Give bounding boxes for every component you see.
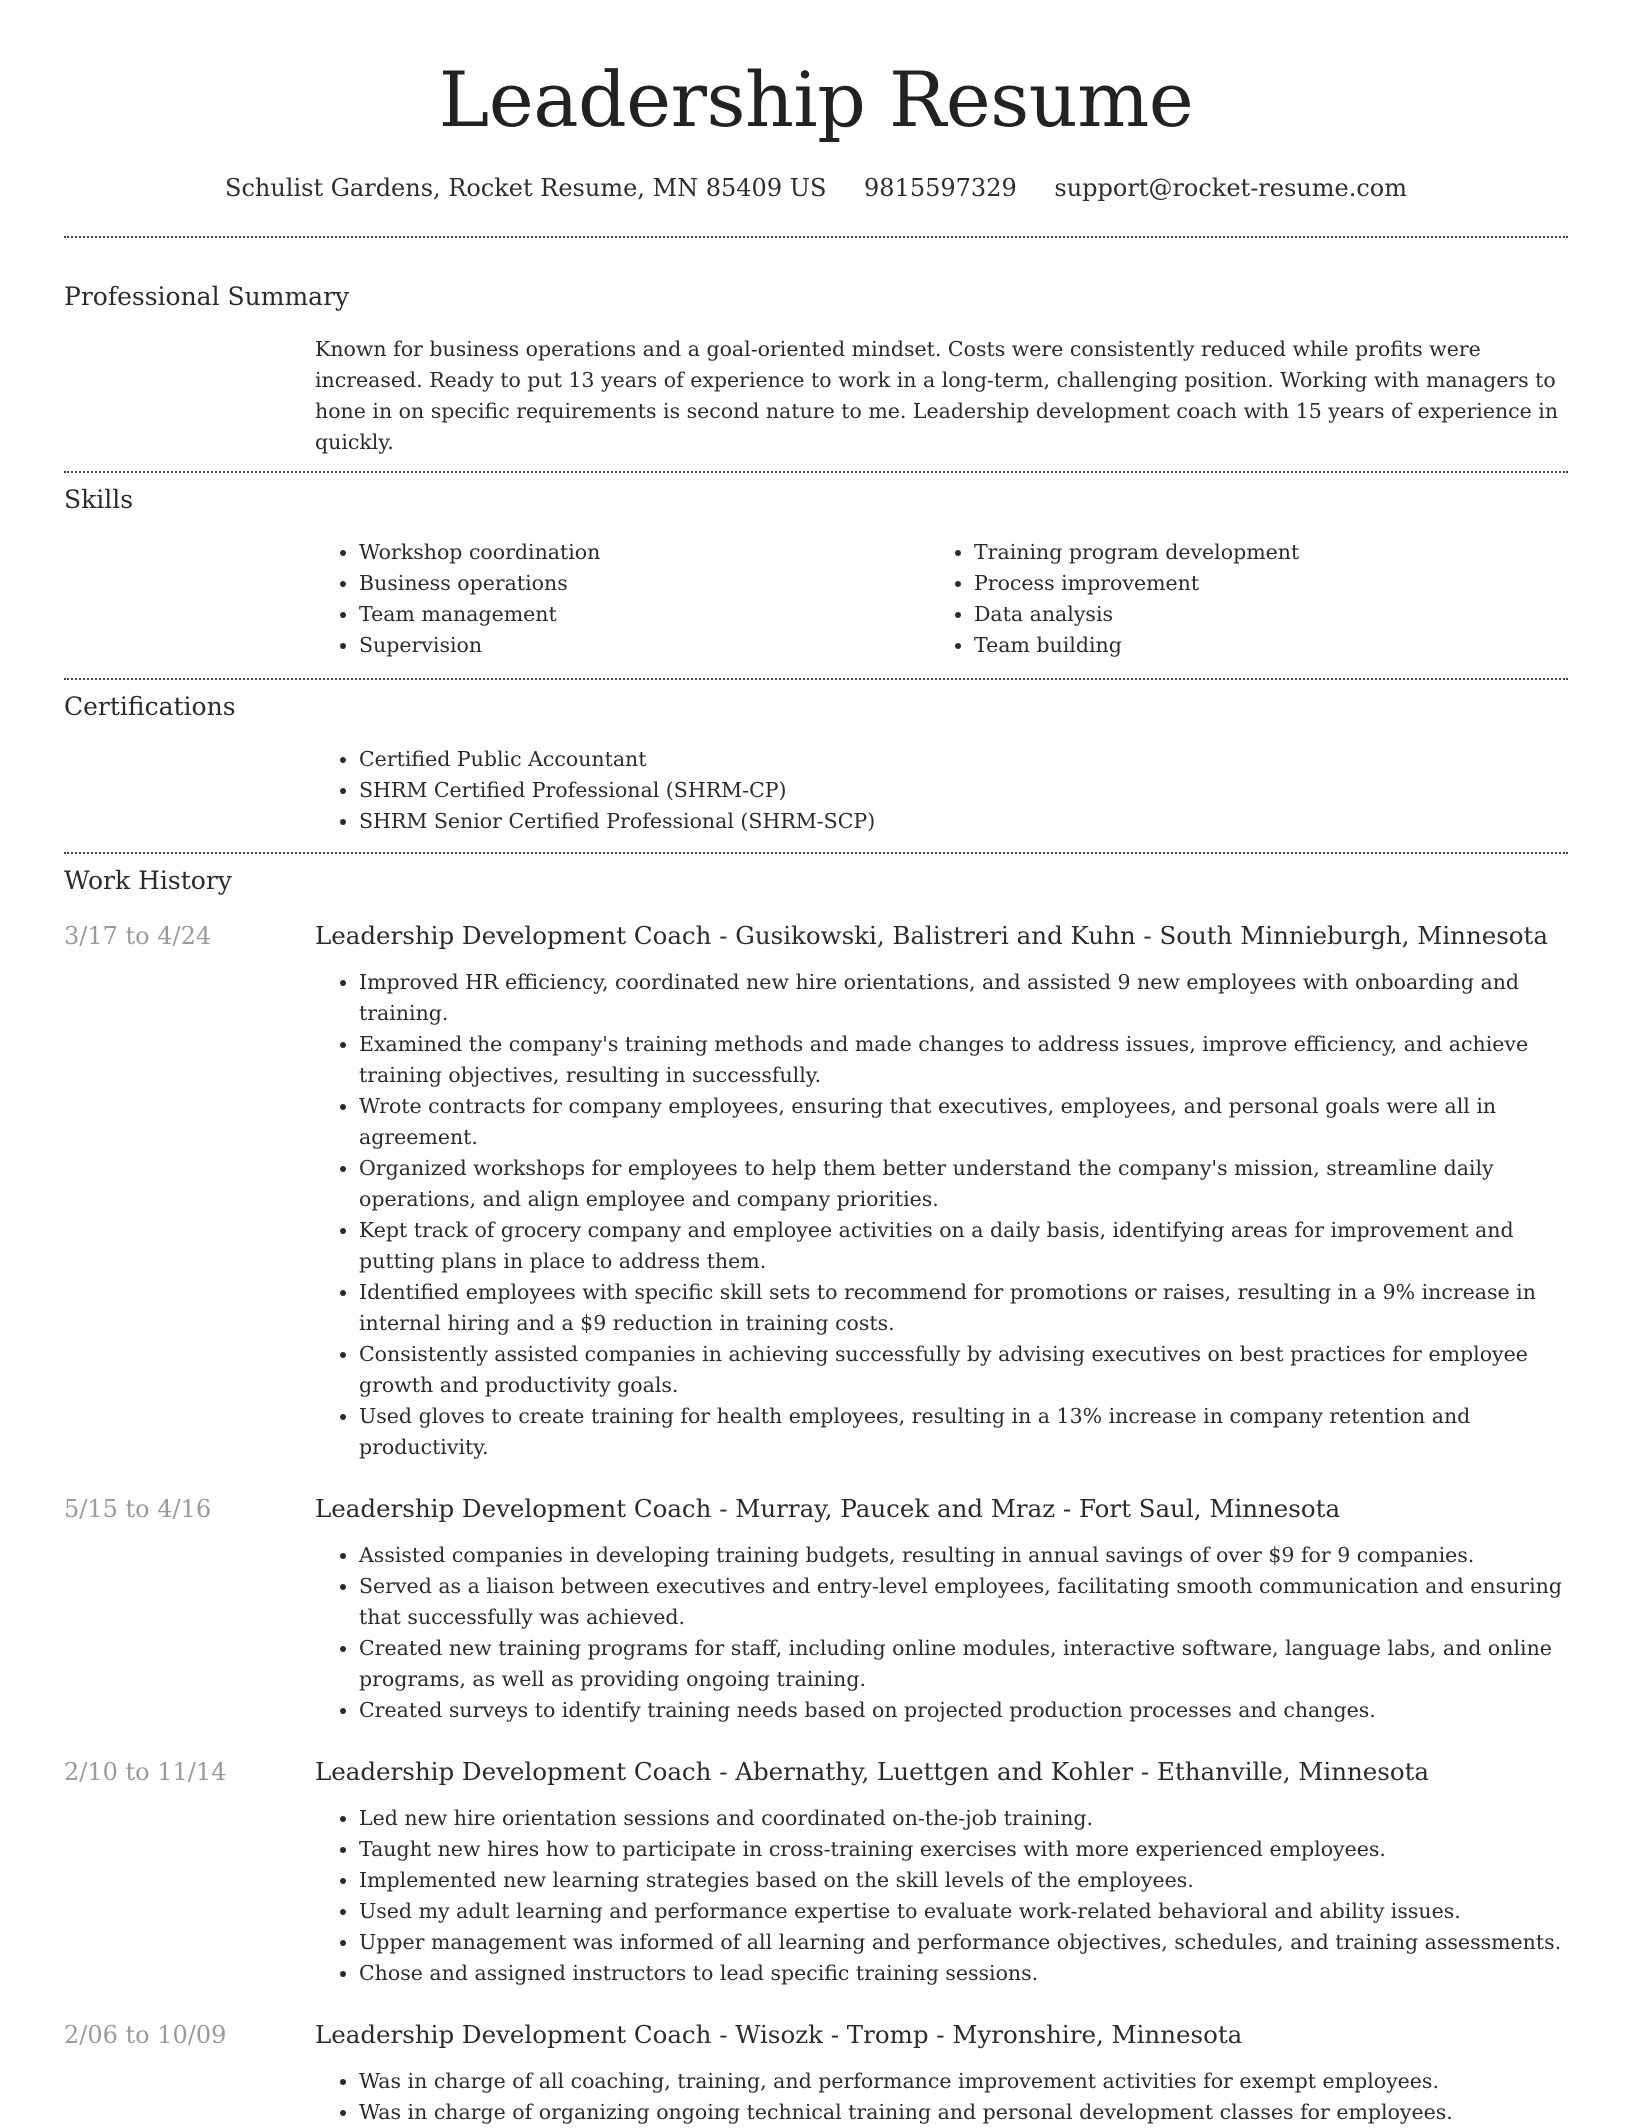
job-dates: 3/17 to 4/24 (64, 922, 212, 950)
job-bullet: • Implemented new learning strategies based on the skill levels of the employees. (359, 1865, 1568, 1896)
section-title-skills: Skills (64, 485, 134, 514)
job-entry (64, 920, 1568, 1463)
resume-page (64, 0, 1568, 2128)
skills-list-left (315, 537, 930, 661)
job-bullet: • Organized workshops for employees to help them better understand the company's mission, streamline daily operations, and align employee and company priorities. (359, 1153, 1568, 1215)
job-bullet: • Assisted companies in developing training budgets, resulting in annual savings of over $9 for 9 companies. (359, 1540, 1568, 1571)
skill-item: • Data analysis (974, 599, 1545, 630)
certification-item: • SHRM Certified Professional (SHRM-CP) (359, 775, 1568, 806)
job-bullet: • Used gloves to create training for health employees, resulting in a 13% increase in company retention and productivity. (359, 1401, 1568, 1463)
job-bullet: • Taught new hires how to participate in cross-training exercises with more experienced employees. (359, 1834, 1568, 1865)
certifications-section (64, 690, 1568, 837)
certification-item: • Certified Public Accountant (359, 744, 1568, 775)
job-dates: 5/15 to 4/16 (64, 1495, 212, 1523)
job-bullet: • Identified employees with specific skill sets to recommend for promotions or raises, resulting in a 9% increase in internal hiring and a $9 reduction in training costs. (359, 1277, 1568, 1339)
job-bullets (315, 967, 1568, 1463)
job-bullet: • Led new hire orientation sessions and coordinated on-the-job training. (359, 1803, 1568, 1834)
job-title: Leadership Development Coach - Abernathy, Luettgen and Kohler - Ethanville, Minnesota (315, 1757, 1430, 1786)
job-bullet: • Kept track of grocery company and employee activities on a daily basis, identifying areas for improvement and putting plans in place to address them. (359, 1215, 1568, 1277)
job-bullet: • Upper management was informed of all learning and performance objectives, schedules, and training assessments. (359, 1927, 1568, 1958)
job-bullet: • Examined the company's training methods and made changes to address issues, improve efficiency, and achieve training objectives, resulting in successfully. (359, 1029, 1568, 1091)
job-bullets (315, 1540, 1568, 1726)
skill-item: • Team building (974, 630, 1545, 661)
job-bullet: • Wrote contracts for company employees, ensuring that executives, employees, and personal goals were all in agreement. (359, 1091, 1568, 1153)
job-bullet: • Used my adult learning and performance expertise to evaluate work-related behavioral and ability issues. (359, 1896, 1568, 1927)
summary-section (64, 280, 1568, 458)
job-bullet: • Consistently assisted companies in achieving successfully by advising executives on best practices for employee growth and productivity goals. (359, 1339, 1568, 1401)
job-title: Leadership Development Coach - Wisozk - Tromp - Myronshire, Minnesota (315, 2020, 1243, 2049)
skill-item: • Business operations (359, 568, 930, 599)
job-bullet: • Improved HR efficiency, coordinated new hire orientations, and assisted 9 new employees with onboarding and training. (359, 967, 1568, 1029)
divider (64, 678, 1568, 680)
job-entry (64, 1493, 1568, 1726)
job-dates: 2/10 to 11/14 (64, 1758, 227, 1786)
contact-email: support@rocket-resume.com (1054, 174, 1407, 202)
job-title: Leadership Development Coach - Murray, Paucek and Mraz - Fort Saul, Minnesota (315, 1494, 1341, 1523)
certification-item: • SHRM Senior Certified Professional (SHRM-SCP) (359, 806, 1568, 837)
job-title: Leadership Development Coach - Gusikowski, Balistreri and Kuhn - South Minnieburgh, Minnesota (315, 921, 1549, 950)
section-title-summary: Professional Summary (64, 282, 350, 311)
job-bullet: • Was in charge of organizing ongoing technical training and personal development classes for employees. (359, 2097, 1568, 2128)
job-bullet: • Created new training programs for staff, including online modules, interactive software, language labs, and online programs, as well as providing ongoing training. (359, 1633, 1568, 1695)
skill-item: • Workshop coordination (359, 537, 930, 568)
divider (64, 852, 1568, 854)
skill-item: • Supervision (359, 630, 930, 661)
job-entry (64, 1756, 1568, 1989)
job-bullet: • Served as a liaison between executives and entry-level employees, facilitating smooth communication and ensuring that successfully was achieved. (359, 1571, 1568, 1633)
job-bullet: • Chose and assigned instructors to lead specific training sessions. (359, 1958, 1568, 1989)
section-title-work-history: Work History (64, 866, 232, 895)
contact-line (64, 172, 1568, 204)
job-bullets (315, 1803, 1568, 1989)
divider (64, 471, 1568, 473)
section-title-certifications: Certifications (64, 692, 236, 721)
divider (64, 236, 1568, 238)
skills-section (64, 483, 1568, 661)
job-bullet: • Was in charge of all coaching, training, and performance improvement activities for exempt employees. (359, 2066, 1568, 2097)
certifications-list (315, 744, 1568, 837)
job-bullets (315, 2066, 1568, 2128)
job-dates: 2/06 to 10/09 (64, 2021, 227, 2049)
skill-item: • Process improvement (974, 568, 1545, 599)
skill-item: • Training program development (974, 537, 1545, 568)
work-history-section (64, 864, 1568, 2128)
summary-text: Known for business operations and a goal-oriented mindset. Costs were consistently reduced while profits were increased. Ready to put 13 years of experience to work in a long-term, challenging position. Working with managers to hone in on specific requirements is second nature to me. Leadership development coach with 15 years of experience in quickly. (315, 337, 1559, 454)
contact-phone: 9815597329 (864, 174, 1017, 202)
job-bullet: • Created surveys to identify training needs based on projected production processes and changes. (359, 1695, 1568, 1726)
resume-title: Leadership Resume (438, 55, 1194, 144)
contact-address: Schulist Gardens, Rocket Resume, MN 85409 US (225, 174, 827, 202)
skill-item: • Team management (359, 599, 930, 630)
skills-list-right (930, 537, 1545, 661)
